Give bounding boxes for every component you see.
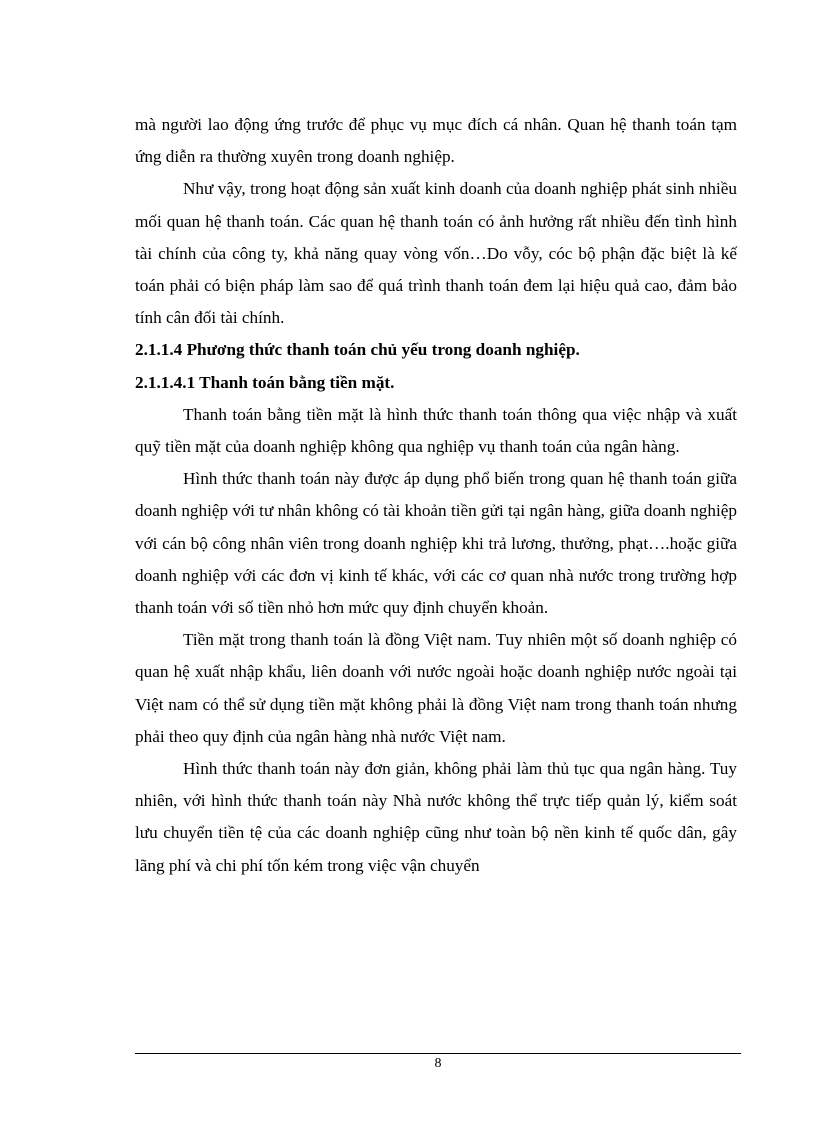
- paragraph-payment-relations: Như vậy, trong hoạt động sản xuất kinh doanh của doanh nghiệp phát sinh nhiều mối quan hệ thanh toán. Các quan hệ thanh toán có ảnh hưởng rất nhiều đến tình hình tài chính của công ty, khả năng quay vòng vốn…Do vỗy, cóc bộ phận đặc biệt là kế toán phải có biện pháp làm sao để quá trình thanh toán đem lại hiệu quả cao, đảm bảo tính cân đối tài chính.: [135, 179, 737, 328]
- section-heading-payment-methods: 2.1.1.4 Phương thức thanh toán chủ yếu trong doanh nghiệp.: [135, 340, 580, 360]
- page-body: [135, 109, 737, 882]
- page-number: 8: [434, 1056, 442, 1071]
- paragraph-cash-usage: Hình thức thanh toán này được áp dụng phổ biến trong quan hệ thanh toán giữa doanh nghiệp với tư nhân không có tài khoản tiền gửi tại ngân hàng, giữa doanh nghiệp với cán bộ công nhân viên trong doanh nghiệp khi trả lương, thưởng, phạt….hoặc giữa doanh nghiệp với các đơn vị kinh tế khác, với các cơ quan nhà nước trong trường hợp thanh toán với số tiền nhỏ hơn mức quy định chuyển khoản.: [135, 469, 737, 618]
- footer-divider: [135, 1053, 741, 1054]
- paragraph-cash-currency: Tiền mặt trong thanh toán là đồng Việt nam. Tuy nhiên một số doanh nghiệp có quan hệ xuất nhập khẩu, liên doanh với nước ngoài hoặc doanh nghiệp nước ngoài tại Việt nam có thể sử dụng tiền mặt không phải là đồng Việt nam trong thanh toán nhưng phải theo quy định của ngân hàng nhà nước Việt nam.: [135, 630, 737, 746]
- subsection-heading-cash-payment: 2.1.1.4.1 Thanh toán bằng tiền mặt.: [135, 372, 395, 392]
- paragraph-cash-definition: Thanh toán bằng tiền mặt là hình thức thanh toán thông qua việc nhập và xuất quỹ tiền mặt của doanh nghiệp không qua nghiệp vụ thanh toán của ngân hàng.: [135, 404, 737, 457]
- paragraph-cash-pros-cons: Hình thức thanh toán này đơn giản, không phải làm thủ tục qua ngân hàng. Tuy nhiên, với hình thức thanh toán này Nhà nước không thể trực tiếp quản lý, kiểm soát lưu chuyển tiền tệ của các doanh nghiệp cũng như toàn bộ nền kinh tế quốc dân, gây lãng phí và chi phí tốn kém trong việc vận chuyển: [135, 759, 737, 875]
- paragraph-continuation: mà người lao động ứng trước để phục vụ mục đích cá nhân. Quan hệ thanh toán tạm ứng diễn ra thường xuyên trong doanh nghiệp.: [135, 115, 737, 167]
